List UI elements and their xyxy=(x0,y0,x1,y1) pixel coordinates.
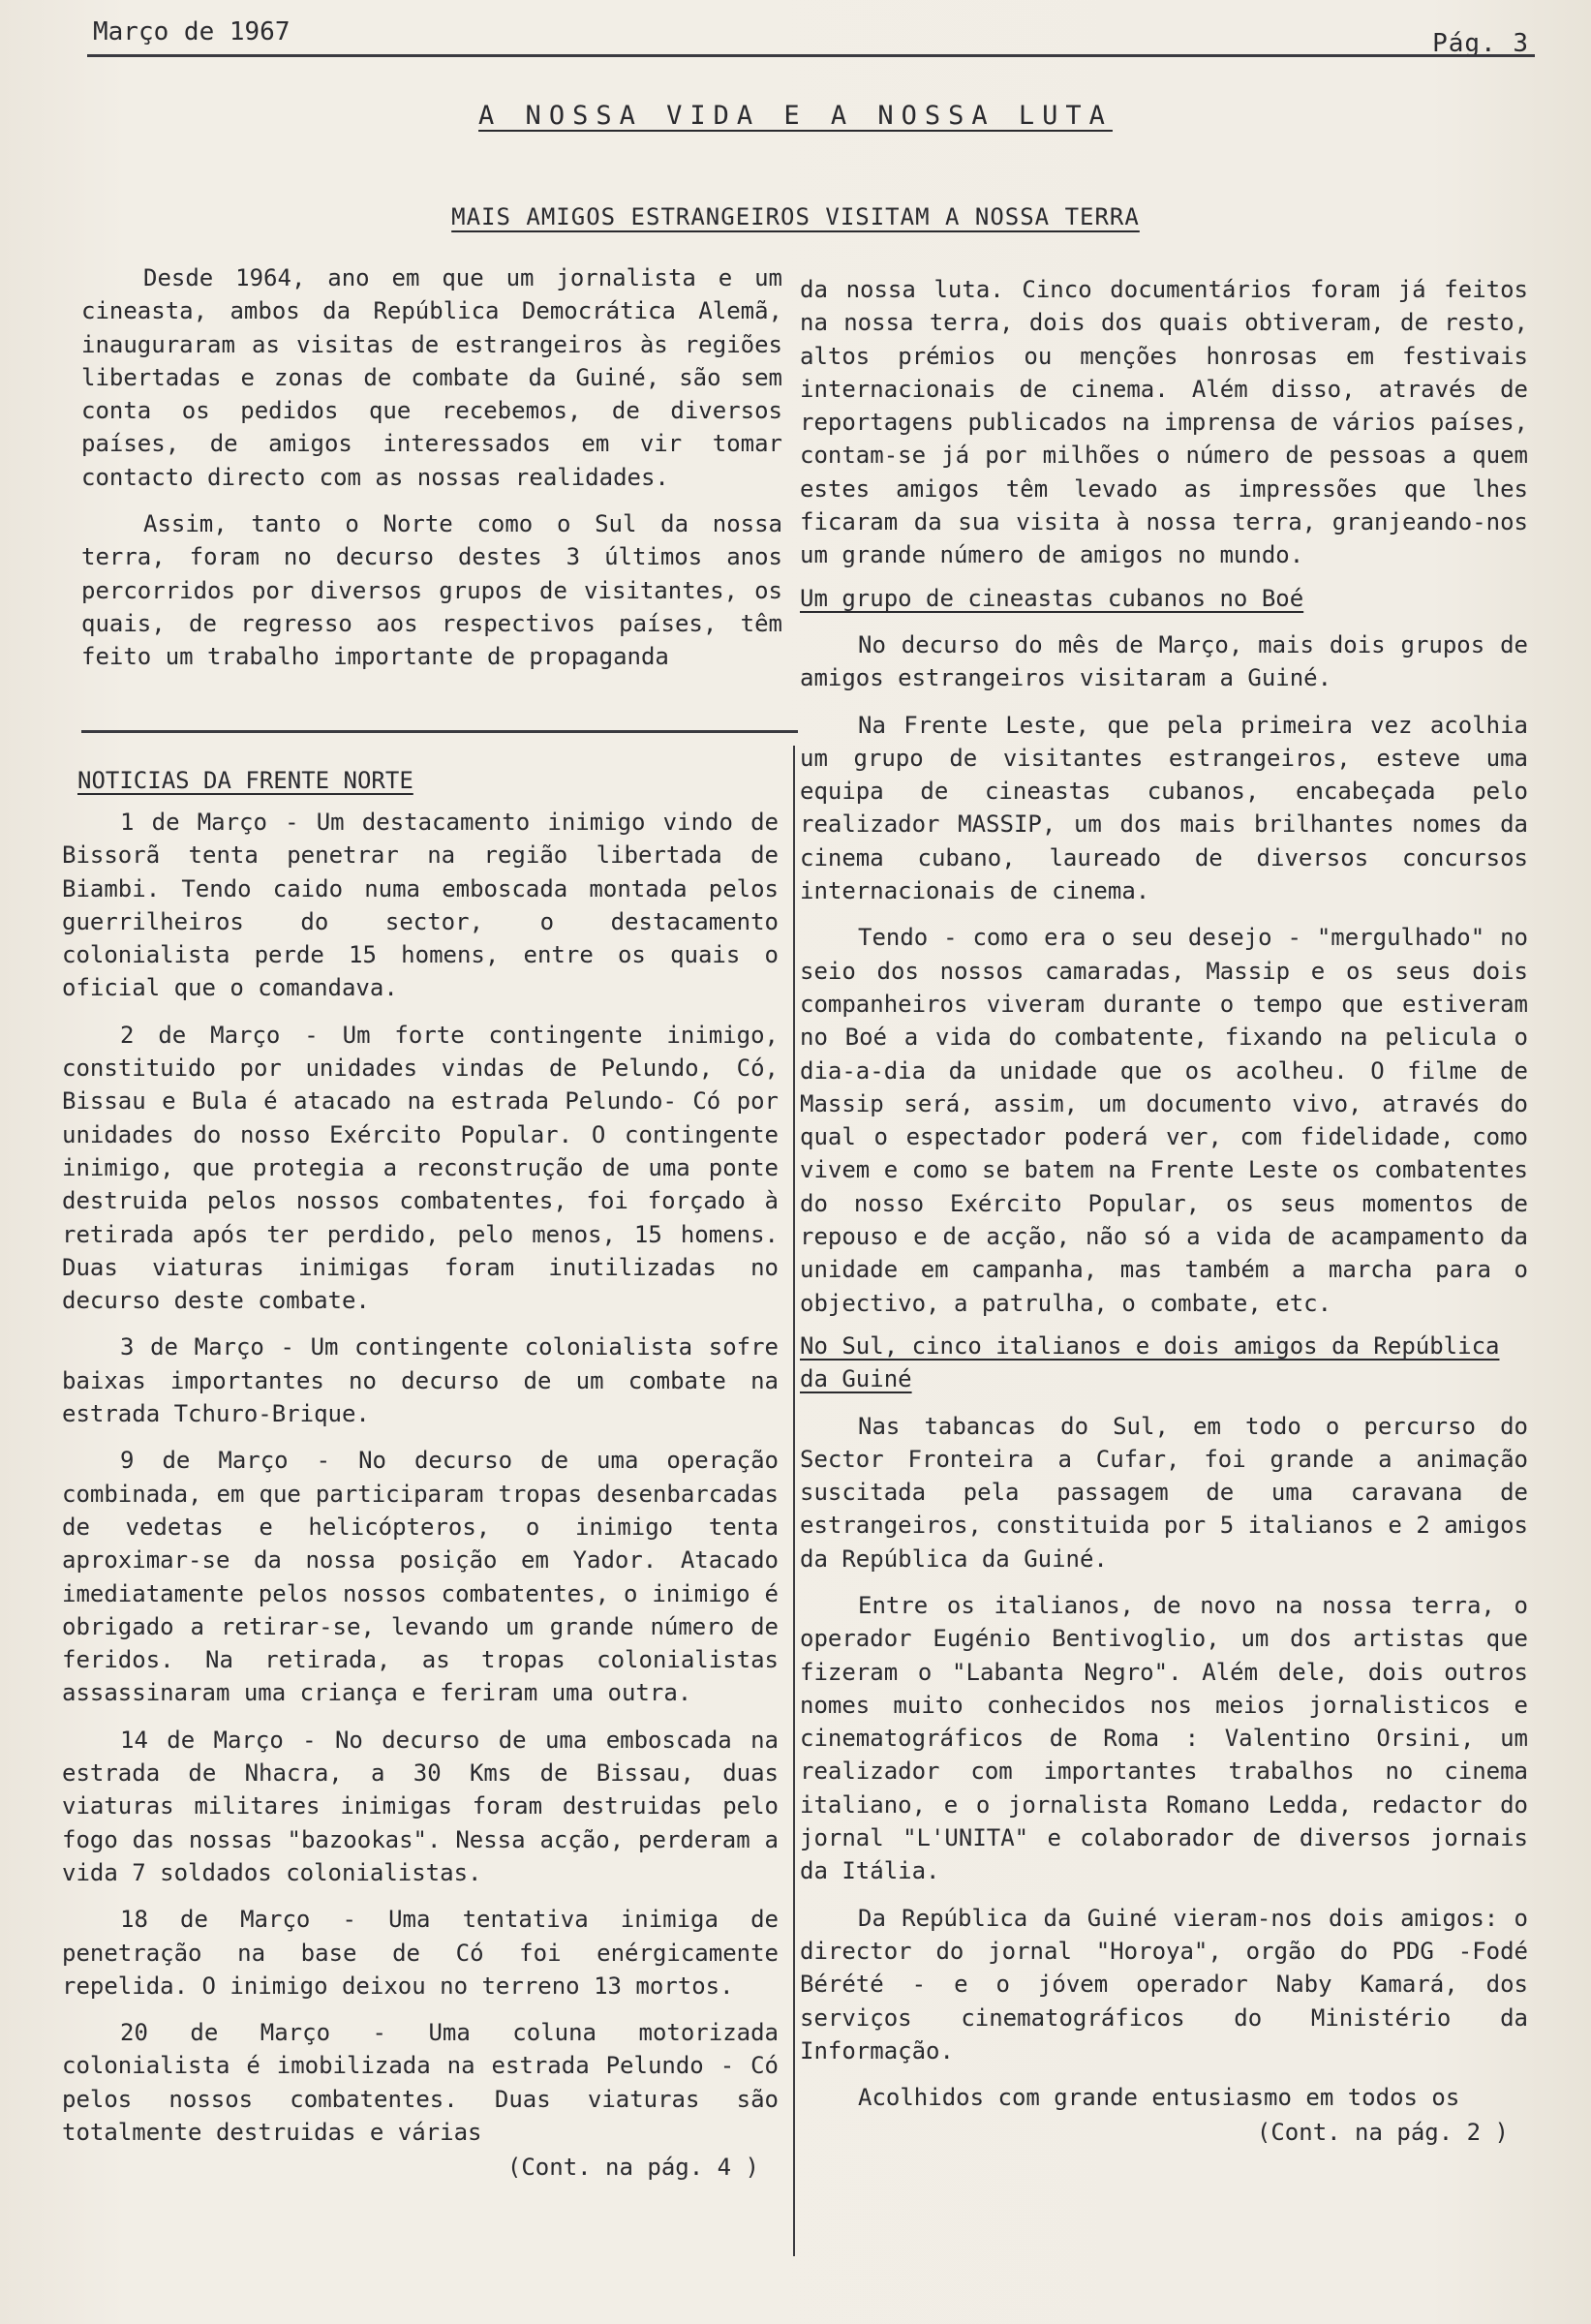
continuation-note: (Cont. na pág. 2 ) xyxy=(1256,2119,1509,2147)
page-title xyxy=(0,101,1591,131)
article-paragraph: No decurso do mês de Março, mais dois grupos de amigos estrangeiros visitaram a Guiné. xyxy=(800,630,1528,692)
article-paragraph: Acolhidos com grande entusiasmo em todos os xyxy=(858,2084,1460,2112)
news-item: 18 de Março - Uma tentativa inimiga de penetração na base de Có foi enérgicamente repelida. O inimigo deixou no terreno 13 mortos. xyxy=(62,1906,779,2000)
header-rule xyxy=(87,54,1535,57)
article-title-text: MAIS AMIGOS ESTRANGEIROS VISITAM A NOSSA TERRA xyxy=(451,203,1140,230)
news-item: 9 de Março - No decurso de uma operação combinada, em que participaram tropas desenbarcadas de vedetas e helicópteros, o inimigo tenta aproximar-se da nossa posição em Yador. Atacado imediatamente pelos nossos combatentes, o inimigo é obrigado a retirar-se, levando um grande número de feridos. Na retirada, as tropas colonialistas assassinaram uma criança e feriram uma outra. xyxy=(62,1447,779,1707)
right-column xyxy=(800,273,1528,2150)
intro-paragraph: Desde 1964, ano em que um jornalista e um cineasta, ambos da República Democrática Alemã, inauguraram as visitas de estrangeiros às regiões libertadas e zonas de combate da Guiné, são sem conta os pedidos que recebemos, de diversos países, de amigos interessados em vir tomar contacto directo com as nossas realidades. xyxy=(81,264,782,491)
issue-date: Março de 1967 xyxy=(93,17,291,46)
news-item: 3 de Março - Um contingente colonialista sofre baixas importantes no decurso de um combate na estrada Tchuro-Brique. xyxy=(62,1333,779,1428)
news-item: 2 de Março - Um forte contingente inimigo, constituido por unidades vindas de Pelundo, Có, Bissau e Bula é atacado na estrada Pelundo- Có por unidades do nosso Exército Popular. O contingente inimigo, que protegia a reconstrução de uma ponte destruida pelos nossos combatentes, foi forçado à retirada após ter perdido, pelo menos, 15 homens. Duas viaturas inimigas foram inutilizadas no decurso deste combate. xyxy=(62,1021,779,1315)
article-paragraph: Da República da Guiné vieram-nos dois amigos: o director do jornal "Horoya", orgão do PDG -Fodé Bérété - e o jóvem operador Naby Kamará, dos serviços cinematográficos do Ministério da Informação. xyxy=(800,1904,1528,2064)
news-item: 20 de Março - Uma coluna motorizada colonialista é imobilizada na estrada Pelundo - Có pelos nossos combatentes. Duas viaturas são totalmente destruidas e várias xyxy=(62,2019,779,2146)
column-divider-horizontal xyxy=(81,730,798,733)
section-heading-south: No Sul, cinco italianos e dois amigos da República da Guiné xyxy=(800,1331,1500,1393)
page-title-text: A NOSSA VIDA E A NOSSA LUTA xyxy=(478,101,1113,131)
news-item: 1 de Março - Um destacamento inimigo vindo de Bissorã tenta penetrar na região libertada de Biambi. Tendo caido numa emboscada montada pelos guerrilheiros do sector, o destacamento colonialista perde 15 homens, entre os quais o oficial que o comandava. xyxy=(62,809,779,1002)
north-front-column xyxy=(62,806,779,2185)
section-heading-cubans: Um grupo de cineastas cubanos no Boé xyxy=(800,584,1304,612)
north-front-heading: NOTICIAS DA FRENTE NORTE xyxy=(77,767,413,794)
news-item: 14 de Março - No decurso de uma emboscada na estrada de Nhacra, a 30 Kms de Bissau, duas viaturas militares inimigas foram destruidas pelo fogo das nossas "bazookas". Nessa acção, perderam a vida 7 soldados colonialistas. xyxy=(62,1726,779,1886)
page-number: Pág. 3 xyxy=(1432,29,1529,58)
article-paragraph: da nossa luta. Cinco documentários foram já feitos na nossa terra, dois dos quais obtiveram, de resto, altos prémios ou menções honrosas em festivais internacionais de cinema. Além disso, através de reportagens publicados na imprensa de vários países, contam-se já por milhões o número de pessoas a quem estes amigos têm levado as impressões que lhes ficaram da sua visita à nossa terra, granjeando-nos um grande número de amigos no mundo. xyxy=(800,276,1528,569)
column-divider-vertical xyxy=(793,746,795,2256)
intro-paragraph: Assim, tanto o Norte como o Sul da nossa terra, foram no decurso destes 3 últimos anos percorridos por diversos grupos de visitantes, os quais, de regresso aos respectivos países, têm feito um trabalho importante de propaganda xyxy=(81,510,782,671)
intro-column xyxy=(81,261,782,674)
article-paragraph: Nas tabancas do Sul, em todo o percurso do Sector Fronteira a Cufar, foi grande a animação suscitada pela passagem de uma caravana de estrangeiros, constituida por 5 italianos e 2 amigos da República da Guiné. xyxy=(800,1412,1528,1573)
article-paragraph: Entre os italianos, de novo na nossa terra, o operador Eugénio Bentivoglio, um dos artistas que fizeram o "Labanta Negro". Além dele, dois outros nomes muito conhecidos nos meios jornalisticos e cinematográficos de Roma : Valentino Orsini, um realizador com importantes trabalhos no cinema italiano, e o jornalista Romano Ledda, redactor do jornal "L'UNITA" e colaborador de diversos jornais da Itália. xyxy=(800,1591,1528,1885)
article-paragraph: Tendo - como era o seu desejo - "mergulhado" no seio dos nossos camaradas, Massip e os seus dois companheiros viveram durante o tempo que estiveram no Boé a vida do combatente, fixando na pelicula o dia-a-dia da unidade que os acolheu. O filme de Massip será, assim, um documento vivo, através do qual o espectador poderá ver, com fidelidade, como vivem e como se batem na Frente Leste os combatentes do nosso Exército Popular, os seus momentos de repouso e de acção, não só a vida de acampamento da unidade em campanha, mas também a marcha para o objectivo, a patrulha, o combate, etc. xyxy=(800,924,1528,1317)
article-paragraph: Na Frente Leste, que pela primeira vez acolhia um grupo de visitantes estrangeiros, esteve uma equipa de cineastas cubanos, encabeçada pelo realizador MASSIP, um dos mais brilhantes nomes da cinema cubano, laureado de diversos concursos internacionais de cinema. xyxy=(800,711,1528,905)
continuation-note: (Cont. na pág. 4 ) xyxy=(506,2154,759,2182)
article-title xyxy=(0,203,1591,230)
